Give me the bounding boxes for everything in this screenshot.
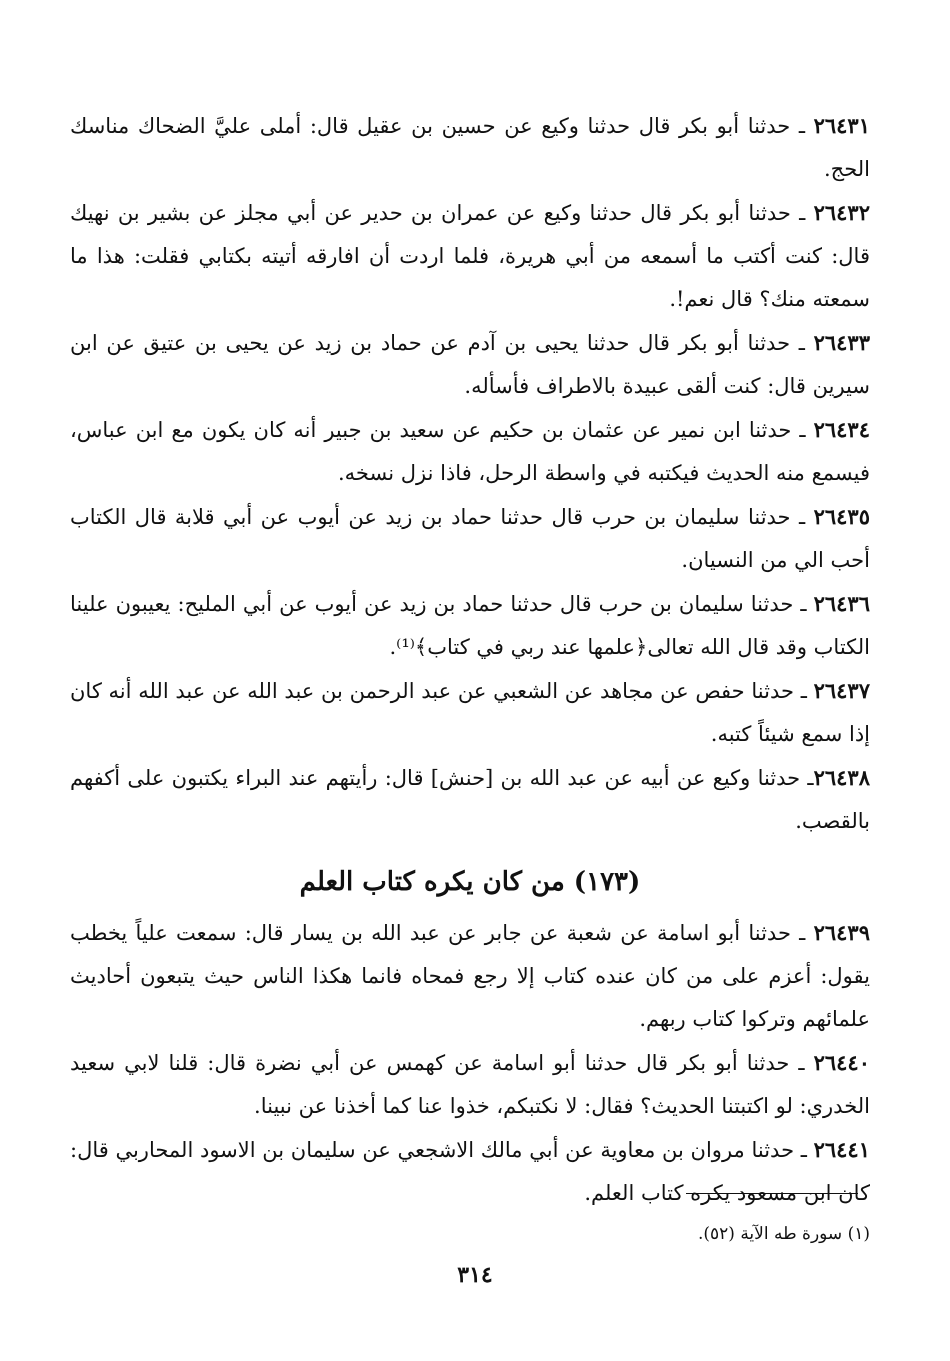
hadith-number: ٢٦٤٤٠ xyxy=(813,1050,870,1075)
hadith-text: ـ حدثنا أبو بكر قال حدثنا أبو اسامة عن كهمس عن أبي نضرة قال: قلنا لابي سعيد الخدري: لو اكتبتنا الحديث؟ فقال: لا نكتبكم، خذوا عنا كما أخذنا عن نبينا. xyxy=(70,1051,870,1118)
hadith-entry xyxy=(70,408,870,495)
hadith-text: ـ حدثنا حفص عن مجاهد عن الشعبي عن عبد الرحمن بن عبد الله عن عبد الله أنه كان إذا سمع شيئاً كتبه. xyxy=(70,679,870,746)
hadith-text: ـ حدثنا أبو بكر قال حدثنا وكيع عن عمران بن حدير عن أبي مجلز عن بشير بن نهيك قال: كنت أكتب ما أسمعه من أبي هريرة، فلما اردت أن افارقه أتيته بكتابي فقلت: هذا ما سمعته منك؟ قال نعم!. xyxy=(70,201,870,311)
hadith-entry xyxy=(70,321,870,408)
hadith-number: ٢٦٤٣٣ xyxy=(813,330,870,355)
hadith-entry xyxy=(70,911,870,1041)
hadith-entry xyxy=(70,1128,870,1215)
hadith-number: ٢٦٤٣٥ xyxy=(813,504,870,529)
hadith-text: ـ حدثنا أبو بكر قال حدثنا يحيى بن آدم عن حماد بن زيد عن يحيى بن عتيق عن ابن سيرين قال: كنت ألقى عبيدة بالاطراف فأسأله. xyxy=(70,331,870,398)
hadith-text: ـ حدثنا ابن نمير عن عثمان بن حكيم عن سعيد بن جبير أنه كان يكون مع ابن عباس، فيسمع منه الحديث فيكتبه في واسطة الرحل، فاذا نزل نسخه. xyxy=(70,418,870,485)
hadith-entry xyxy=(70,756,870,843)
section-title: (١٧٣) من كان يكره كتاب العلم xyxy=(299,867,641,897)
hadith-entry xyxy=(70,191,870,321)
hadith-number: ٢٦٤٣٤ xyxy=(813,417,870,442)
footnote-divider xyxy=(686,1193,858,1194)
hadith-entry xyxy=(70,669,870,756)
hadith-number: ٢٦٤٣٧ xyxy=(813,678,870,703)
page-number: ٣١٤ xyxy=(457,1262,493,1288)
hadith-number: ٢٦٤٣٩ xyxy=(813,920,870,945)
hadith-text: ـ حدثنا سليمان بن حرب قال حدثنا حماد بن زيد عن أيوب عن أبي المليح: يعيبون علينا الكتاب وقد قال الله تعالى﴿علمها عند ربي في كتاب﴾⁽¹⁾. xyxy=(70,592,870,659)
hadith-number: ٢٦٤٣٦ xyxy=(813,591,870,616)
entries-before xyxy=(70,104,870,843)
hadith-text: ـ حدثنا أبو بكر قال حدثنا وكيع عن حسين بن عقيل قال: أملى عليَّ الضحاك مناسك الحج. xyxy=(70,114,870,181)
hadith-entry xyxy=(70,495,870,582)
hadith-number: ٢٦٤٣١ xyxy=(813,113,870,138)
hadith-entry xyxy=(70,104,870,191)
hadith-number: ٢٦٤٤١ xyxy=(813,1137,870,1162)
hadith-text: ـ حدثنا مروان بن معاوية عن أبي مالك الاشجعي عن سليمان بن الاسود المحاربي قال: كان ابن مسعود يكره كتاب العلم. xyxy=(70,1138,870,1205)
hadith-entry xyxy=(70,1041,870,1128)
hadith-number: ٢٦٤٣٨ xyxy=(813,765,870,790)
hadith-entry xyxy=(70,582,870,669)
hadith-text: ـ حدثنا سليمان بن حرب قال حدثنا حماد بن زيد عن أيوب عن أبي قلابة قال الكتاب أحب الي من النسيان. xyxy=(70,505,870,572)
page-body xyxy=(70,104,870,1215)
hadith-text: ـ حدثنا أبو اسامة عن شعبة عن جابر عن عبد الله بن يسار قال: سمعت علياً يخطب يقول: أعزم على من كان عنده كتاب إلا رجع فمحاه فانما هكذا الناس حيث يتبعون أحاديث علمائهم وتركوا كتاب ربهم. xyxy=(70,921,870,1031)
hadith-number: ٢٦٤٣٢ xyxy=(813,200,870,225)
entries-after xyxy=(70,911,870,1215)
hadith-text: ـ حدثنا وكيع عن أبيه عن عبد الله بن [حنش] قال: رأيتهم عند البراء يكتبون على أكفهم بالقصب. xyxy=(70,766,870,833)
footnote: (١) سورة طه الآية (٥٢). xyxy=(697,1224,870,1244)
